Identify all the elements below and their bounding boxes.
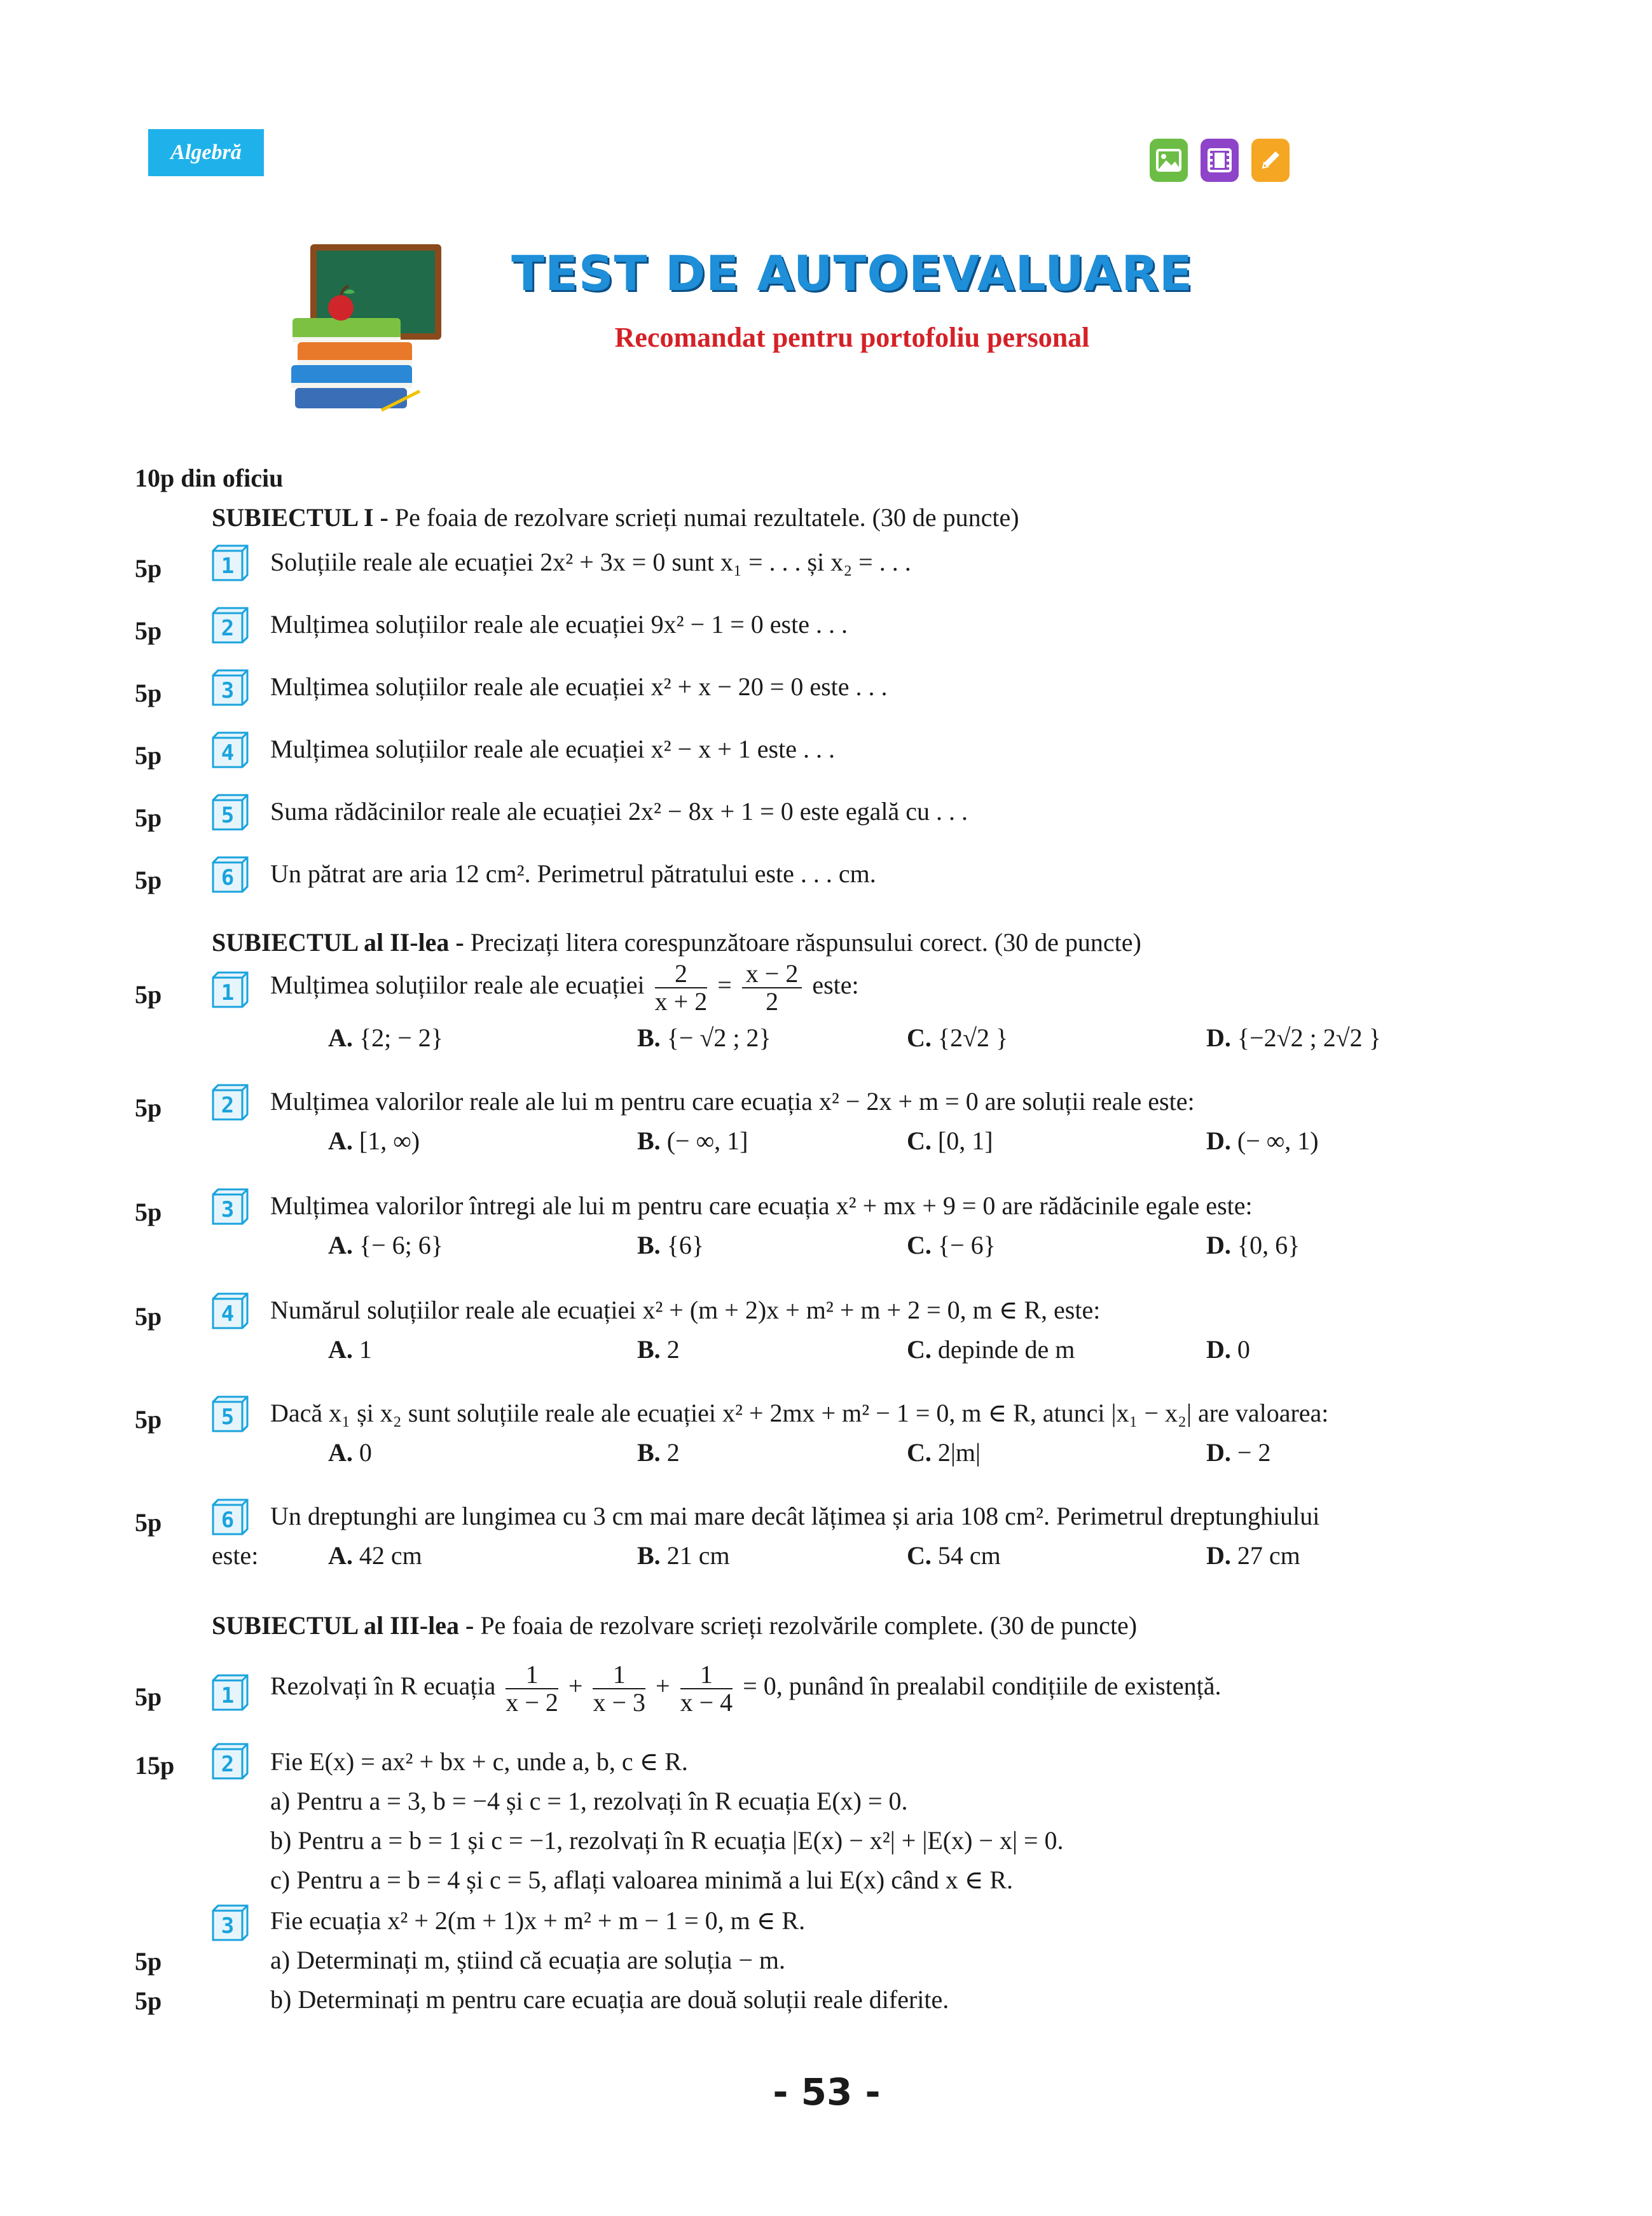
svg-text:1: 1 <box>221 1683 235 1708</box>
option-value: − 2 <box>1230 1438 1271 1467</box>
subject-1-heading <box>212 502 1019 533</box>
option-value: depinde de m <box>931 1335 1075 1364</box>
answer-option-d <box>1206 1437 1270 1468</box>
option-value: 2|m| <box>931 1438 981 1467</box>
fraction <box>742 960 802 1015</box>
answer-option-a <box>328 1126 420 1156</box>
option-value: {6} <box>660 1231 705 1259</box>
option-letter: A. <box>328 1231 353 1259</box>
option-letter: A. <box>328 1023 353 1052</box>
answer-option-d <box>1206 1023 1381 1053</box>
subject-3-problem-2c: c) Pentru a = b = 4 și c = 5, aflați valoarea minimă a lui E(x) când x ∈ R. <box>270 1866 1014 1894</box>
number-box-icon <box>212 1499 249 1539</box>
answer-option-a <box>328 1230 443 1261</box>
item-points: 5p <box>135 866 162 894</box>
answer-option-b <box>637 1437 680 1468</box>
option-letter: D. <box>1206 1126 1231 1155</box>
page-subtitle: Recomandat pentru portofoliu personal <box>614 322 1090 353</box>
option-letter: D. <box>1206 1438 1231 1467</box>
option-value: {− 6} <box>931 1231 996 1259</box>
item-text-continuation: este: <box>212 1541 259 1570</box>
subject-2-heading <box>212 927 1141 958</box>
option-letter: A. <box>328 1126 353 1155</box>
option-value: 27 cm <box>1230 1541 1300 1570</box>
subject-2-item-2-text: Mulțimea valorilor reale ale lui m pentru care ecuația x² − 2x + m = 0 are soluții reale este: <box>270 1087 1195 1116</box>
subject-1-heading-text: Pe foaia de rezolvare scrieți numai rezultatele. (30 de puncte) <box>388 503 1019 532</box>
number-box-icon <box>212 1084 249 1124</box>
answer-option-b <box>637 1126 748 1156</box>
item-text-end: este: <box>812 971 859 1000</box>
item-points: 5p <box>135 1302 162 1331</box>
option-value: {− √2 ; 2} <box>660 1023 771 1052</box>
item-text: Mulțimea soluțiilor reale ale ecuației <box>270 971 645 1000</box>
answer-option-b <box>637 1023 771 1053</box>
number-box-icon <box>212 794 249 834</box>
option-value: (− ∞, 1) <box>1230 1126 1319 1155</box>
subject-3-problem-3: Fie ecuația x² + 2(m + 1)x + m² + m − 1 = 0, m ∈ R. <box>270 1906 806 1935</box>
svg-text:6: 6 <box>221 865 235 890</box>
item-points: 15p <box>135 1751 175 1780</box>
answer-option-a <box>328 1023 443 1053</box>
number-box-icon <box>212 669 249 709</box>
number-box-icon <box>212 856 249 896</box>
answer-option-d <box>1206 1334 1250 1365</box>
svg-text:1: 1 <box>221 553 235 579</box>
subject-2-item-4-text: Numărul soluțiilor reale ale ecuației x² + (m + 2)x + m² + m + 2 = 0, m ∈ R, este: <box>270 1296 1101 1324</box>
option-value: 42 cm <box>352 1541 422 1570</box>
fraction-denominator: x − 3 <box>593 1688 646 1717</box>
number-box-icon <box>212 1674 249 1714</box>
books-chalkboard-illustration <box>280 242 445 417</box>
subject-1-item-1-text: Soluțiile reale ale ecuației 2x² + 3x = 0 sunt x₁ = . . . și x₂ = . . . <box>270 548 911 576</box>
subject-2-item-3-text: Mulțimea valorilor întregi ale lui m pentru care ecuația x² + mx + 9 = 0 are rădăcinile egale este: <box>270 1191 1253 1220</box>
option-value: {0, 6} <box>1230 1231 1300 1259</box>
subject-2-item-6-text: Un dreptunghi are lungimea cu 3 cm mai mare decât lățimea și aria 108 cm². Perimetrul dreptunghiului <box>270 1502 1320 1530</box>
answer-option-c <box>907 1437 981 1468</box>
answer-option-a <box>328 1437 372 1468</box>
number-box-icon <box>212 971 249 1011</box>
fraction-numerator: 2 <box>655 960 708 988</box>
fraction-denominator: x − 4 <box>680 1688 733 1717</box>
answer-option-c <box>907 1023 1008 1053</box>
answer-option-c <box>907 1541 1001 1571</box>
option-letter: A. <box>328 1335 353 1364</box>
option-value: [0, 1] <box>931 1126 993 1155</box>
svg-text:1: 1 <box>221 980 235 1006</box>
item-points: 5p <box>135 616 162 645</box>
option-letter: C. <box>907 1541 932 1570</box>
option-value: (− ∞, 1] <box>660 1126 748 1155</box>
subject-3-problem-2: Fie E(x) = ax² + bx + c, unde a, b, c ∈ R. <box>270 1747 688 1776</box>
item-points: 5p <box>135 554 162 583</box>
number-box-icon <box>212 1904 249 1944</box>
option-value: 54 cm <box>931 1541 1001 1570</box>
number-box-icon <box>212 607 249 647</box>
fraction <box>655 960 708 1015</box>
answer-option-b <box>637 1334 680 1365</box>
fraction <box>506 1661 558 1716</box>
subject-1-item-3-text: Mulțimea soluțiilor reale ale ecuației x² + x − 20 = 0 este . . . <box>270 672 888 701</box>
number-box-icon <box>212 1292 249 1333</box>
problem-text-end: = 0, punând în prealabil condițiile de existență. <box>743 1672 1222 1701</box>
subject-1-heading-bold: SUBIECTUL I - <box>212 503 389 532</box>
subject-3-heading-text: Pe foaia de rezolvare scrieți rezolvările complete. (30 de puncte) <box>474 1611 1138 1640</box>
item-points: 5p <box>135 1093 162 1122</box>
svg-text:2: 2 <box>221 616 235 641</box>
subject-3-heading-bold: SUBIECTUL al III-lea - <box>212 1611 474 1640</box>
option-letter: B. <box>637 1541 661 1570</box>
option-value: 0 <box>352 1438 372 1467</box>
number-box-icon <box>212 1395 249 1436</box>
item-points: 5p <box>135 1405 162 1434</box>
page-number: - 53 - <box>773 2070 881 2114</box>
subject-3-problem-3a: a) Determinați m, știind că ecuația are soluția − m. <box>270 1946 786 1974</box>
plus-sign: + <box>656 1672 670 1701</box>
subject-3-problem-1 <box>270 1661 1221 1716</box>
answer-option-d <box>1206 1541 1300 1571</box>
fraction-denominator: x + 2 <box>654 987 708 1016</box>
item-points: 5p <box>135 741 162 770</box>
option-letter: D. <box>1206 1023 1231 1052</box>
fraction-numerator: x − 2 <box>742 960 802 988</box>
item-points: 5p <box>135 803 162 832</box>
item-points: 5p <box>135 1947 162 1976</box>
fraction-numerator: 1 <box>680 1661 733 1689</box>
subject-1-item-5-text: Suma rădăcinilor reale ale ecuației 2x² − 8x + 1 = 0 este egală cu . . . <box>270 797 968 826</box>
option-letter: A. <box>328 1541 353 1570</box>
fraction-numerator: 1 <box>593 1661 645 1689</box>
option-letter: B. <box>637 1335 661 1364</box>
answer-option-c <box>907 1334 1075 1365</box>
fraction-numerator: 1 <box>506 1661 558 1689</box>
answer-option-a <box>328 1334 372 1365</box>
pencil-icon[interactable] <box>1251 139 1290 182</box>
subject-3-problem-2b: b) Pentru a = b = 1 și c = −1, rezolvați în R ecuația |E(x) − x²| + |E(x) − x| = 0. <box>270 1826 1064 1855</box>
svg-text:3: 3 <box>221 678 235 703</box>
equals-sign: = <box>717 971 732 1000</box>
svg-text:2: 2 <box>221 1093 235 1118</box>
option-value: 0 <box>1230 1335 1250 1364</box>
answer-option-a <box>328 1541 422 1571</box>
option-value: {2√2 } <box>931 1023 1008 1052</box>
svg-text:2: 2 <box>221 1752 235 1777</box>
svg-text:5: 5 <box>221 1404 235 1430</box>
subject-2-item-1-text <box>270 960 859 1015</box>
item-points: 5p <box>135 1986 162 2015</box>
fraction-denominator: 2 <box>766 987 779 1016</box>
option-letter: B. <box>637 1126 661 1155</box>
option-letter: C. <box>907 1023 932 1052</box>
subject-1-item-4-text: Mulțimea soluțiilor reale ale ecuației x² − x + 1 este . . . <box>270 735 835 763</box>
option-letter: B. <box>637 1231 661 1259</box>
page-title: TEST DE AUTOEVALUARE <box>511 245 1193 301</box>
item-points: 5p <box>135 980 162 1009</box>
subject-3-heading <box>212 1610 1137 1641</box>
subject-3-problem-3b: b) Determinați m pentru care ecuația are două soluții reale diferite. <box>270 1985 949 2014</box>
option-letter: A. <box>328 1438 353 1467</box>
fraction-denominator: x − 2 <box>506 1688 558 1717</box>
subject-1-item-6-text: Un pătrat are aria 12 cm². Perimetrul pătratului este . . . cm. <box>270 859 876 888</box>
option-value: 2 <box>660 1335 680 1364</box>
number-box-icon <box>212 1188 249 1228</box>
option-value: 2 <box>660 1438 680 1467</box>
option-value: {2; − 2} <box>352 1023 443 1052</box>
subject-3-problem-2a: a) Pentru a = 3, b = −4 și c = 1, rezolvați în R ecuația E(x) = 0. <box>270 1787 908 1815</box>
svg-text:5: 5 <box>221 803 235 828</box>
answer-option-c <box>907 1230 996 1261</box>
svg-text:3: 3 <box>221 1197 235 1222</box>
subject-2-item-5-text: Dacă x₁ și x₂ sunt soluțiile reale ale ecuației x² + 2mx + m² − 1 = 0, m ∈ R, atunci |x₁ − x₂| are valoarea: <box>270 1399 1329 1427</box>
svg-text:3: 3 <box>221 1913 235 1939</box>
option-letter: C. <box>907 1231 932 1259</box>
option-letter: C. <box>907 1335 932 1364</box>
item-points: 5p <box>135 1508 162 1537</box>
svg-text:6: 6 <box>221 1507 235 1533</box>
oficiu-points: 10p din oficiu <box>135 464 284 492</box>
subject-1-item-2-text: Mulțimea soluțiilor reale ale ecuației 9x² − 1 = 0 este . . . <box>270 610 848 639</box>
svg-text:4: 4 <box>221 1301 235 1327</box>
option-letter: B. <box>637 1438 661 1467</box>
problem-text: Rezolvați în R ecuația <box>270 1672 496 1701</box>
fraction <box>593 1661 645 1716</box>
plus-sign: + <box>568 1672 583 1701</box>
option-letter: B. <box>637 1023 661 1052</box>
item-points: 5p <box>135 679 162 707</box>
option-letter: D. <box>1206 1231 1231 1259</box>
number-box-icon <box>212 731 249 772</box>
option-letter: D. <box>1206 1335 1231 1364</box>
answer-option-d <box>1206 1126 1319 1156</box>
svg-text:4: 4 <box>221 740 235 766</box>
image-icon[interactable] <box>1150 139 1188 182</box>
answer-option-b <box>637 1541 730 1571</box>
answer-option-c <box>907 1126 993 1156</box>
number-box-icon <box>212 544 249 585</box>
item-points: 5p <box>135 1682 162 1711</box>
fraction <box>680 1661 733 1716</box>
option-letter: C. <box>907 1126 932 1155</box>
subject-2-heading-bold: SUBIECTUL al II-lea - <box>212 928 464 957</box>
item-points: 5p <box>135 1198 162 1226</box>
option-value: {−2√2 ; 2√2 } <box>1230 1023 1381 1052</box>
option-letter: C. <box>907 1438 932 1467</box>
section-tag: Algebră <box>148 129 264 176</box>
answer-option-d <box>1206 1230 1300 1261</box>
answer-option-b <box>637 1230 704 1261</box>
option-value: 21 cm <box>660 1541 730 1570</box>
subject-2-heading-text: Precizați litera corespunzătoare răspunsului corect. (30 de puncte) <box>464 928 1141 957</box>
option-letter: D. <box>1206 1541 1231 1570</box>
option-value: {− 6; 6} <box>352 1231 443 1259</box>
option-value: 1 <box>352 1335 372 1364</box>
option-value: [1, ∞) <box>352 1126 420 1155</box>
film-icon[interactable] <box>1201 139 1239 182</box>
number-box-icon <box>212 1743 249 1783</box>
